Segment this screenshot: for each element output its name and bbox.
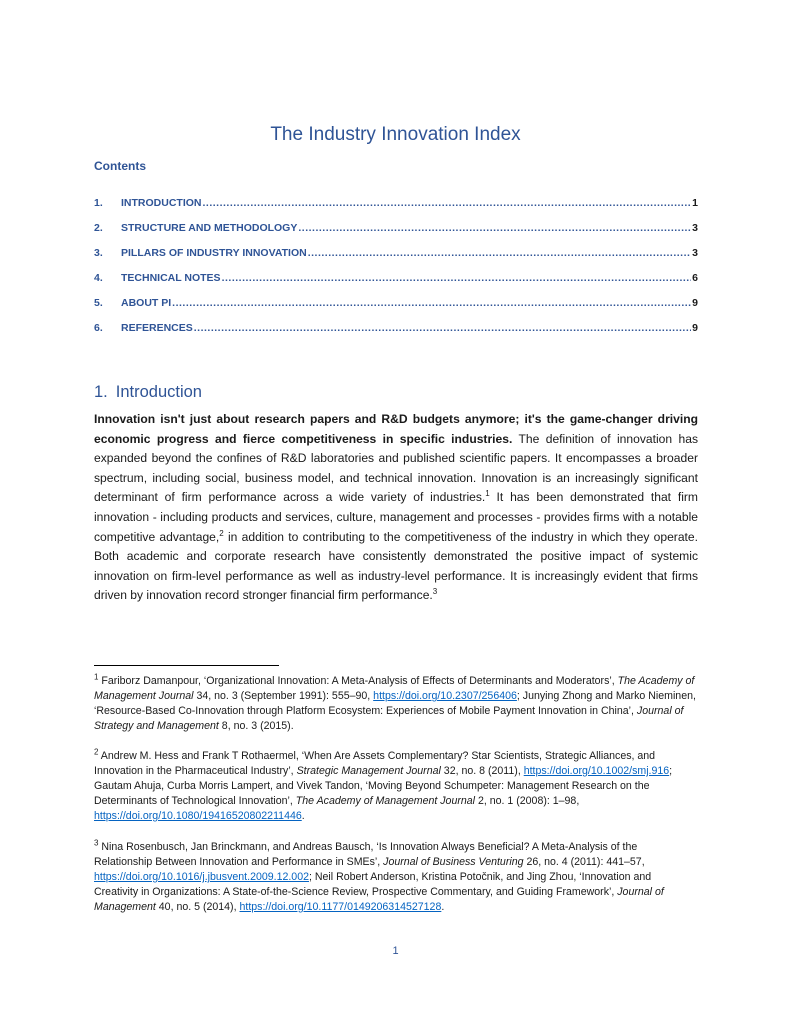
toc-entry-title[interactable]: REFERENCES [121, 322, 193, 334]
toc-entry-number: 2. [94, 222, 103, 234]
intro-paragraph [94, 410, 698, 606]
table-of-contents [94, 184, 698, 334]
footnote-text: 34, no. 3 (September 1991): 555–90, [193, 690, 374, 702]
journal-title: Journal of Management [94, 886, 664, 913]
journal-title: The Academy of Management Journal [94, 675, 695, 702]
body-text: It has been demonstrated that firm innovation - including products and services, culture, management and processes - provides firms with a notable competitive advantage, [94, 490, 698, 544]
lead-sentence: Innovation isn't just about research papers and R&D budgets anymore; it's the game-changer driving economic progress and fierce competitiveness in specific industries. [94, 412, 698, 446]
footnote-text: 26, no. 4 (2011): 441–57, [523, 856, 645, 868]
toc-leader [172, 297, 691, 309]
journal-title: Journal of Strategy and Management [94, 705, 684, 732]
toc-entry-title[interactable]: TECHNICAL NOTES [121, 272, 221, 284]
doi-link[interactable]: https://doi.org/10.1002/smj.916 [523, 765, 670, 777]
footnote-text: 2, no. 1 (2008): 1–98, [475, 795, 580, 807]
body-text: The definition of innovation has expanded beyond the confines of R&D laboratories and published scientific papers. It encompasses a broader spectrum, including social, business model, and technical innovation. Innovation is an increasingly significant determinant of firm performance across a wide variety of industries. [94, 431, 698, 505]
section-title: Introduction [115, 383, 202, 401]
toc-entry-title[interactable]: STRUCTURE AND METHODOLOGY [121, 222, 298, 234]
toc-entry-page: 6 [692, 272, 698, 284]
footnote-2 [94, 749, 698, 824]
footnote-ref[interactable]: 2 [219, 528, 224, 538]
footnote-text: . [301, 810, 305, 822]
doi-link[interactable]: https://doi.org/10.1177/0149206314527128 [239, 901, 442, 913]
toc-leader [222, 272, 692, 284]
toc-entry-page: 1 [692, 197, 698, 209]
toc-entry-structure[interactable] [94, 209, 698, 234]
footnote-text: 8, no. 3 (2015). [218, 720, 294, 732]
toc-leader [308, 247, 691, 259]
journal-title: Strategic Management Journal [296, 765, 441, 777]
toc-entry-number: 6. [94, 322, 103, 334]
footnote-text: Andrew M. Hess and Frank T Rothaermel, ‘When Are Assets Complementary? Star Scientists, Strategic Alliances, and Innovation in the Pharmaceutical Industry’, [94, 750, 656, 777]
journal-title: Journal of Business Venturing [383, 856, 524, 868]
footnote-3 [94, 840, 698, 915]
toc-entry-pillars[interactable] [94, 234, 698, 259]
toc-entry-about[interactable] [94, 284, 698, 309]
toc-entry-introduction[interactable] [94, 184, 698, 209]
footnote-text: 32, no. 8 (2011), [440, 765, 524, 777]
toc-entry-page: 9 [692, 322, 698, 334]
toc-entry-page: 9 [692, 297, 698, 309]
footnote-1 [94, 674, 698, 734]
toc-entry-title[interactable]: ABOUT PI [121, 297, 172, 309]
footnote-ref[interactable]: 1 [485, 489, 490, 499]
toc-heading: Contents [94, 159, 146, 173]
footnote-mark: 1 [94, 672, 99, 682]
footnote-text: 40, no. 5 (2014), [155, 901, 240, 913]
toc-leader [194, 322, 691, 334]
toc-entry-number: 5. [94, 297, 103, 309]
toc-entry-number: 1. [94, 197, 103, 209]
page-number: 1 [392, 945, 399, 957]
footnote-mark: 3 [94, 838, 99, 848]
toc-entry-references[interactable] [94, 309, 698, 334]
toc-entry-number: 4. [94, 272, 103, 284]
footnote-text: ; Neil Robert Anderson, Kristina Potočnik, and Jing Zhou, ‘Innovation and Creativity in Organizations: A State-of-the-Science Review, Prospective Commentary, and Guiding Framework’, [94, 871, 652, 898]
toc-entry-page: 3 [692, 222, 698, 234]
footnote-text: Fariborz Damanpour, ‘Organizational Innovation: A Meta-Analysis of Effects of Determinants and Moderators’, [98, 675, 618, 687]
journal-title: The Academy of Management Journal [295, 795, 476, 807]
footnote-separator [94, 665, 279, 666]
toc-entry-title[interactable]: PILLARS OF INDUSTRY INNOVATION [121, 247, 307, 259]
footnote-mark: 2 [94, 747, 99, 757]
section-heading [94, 383, 202, 402]
footnote-ref[interactable]: 3 [432, 587, 438, 597]
doi-link[interactable]: https://doi.org/10.1016/j.jbusvent.2009.12.002 [94, 871, 309, 883]
body-text: in addition to contributing to the competitiveness of the industry in which they operate. Both academic and corporate research have consistently demonstrated the positive impact of systemic innovation on firm-level performance as well as industry-level performance. It is increasingly evident that firms driven by innovation record stronger financial firm performance. [94, 529, 698, 603]
toc-leader [298, 222, 691, 234]
section-number: 1. [94, 383, 108, 401]
doi-link[interactable]: https://doi.org/10.2307/256406 [373, 690, 517, 702]
doi-link[interactable]: https://doi.org/10.1080/19416520802211446 [94, 810, 302, 822]
footnote-text: ; Gautam Ahuja, Curba Morris Lampert, and Vivek Tandon, ‘Moving Beyond Schumpeter: Management Research on the Determinants of Technological Innovation’, [94, 765, 673, 807]
document-title: The Industry Innovation Index [270, 124, 521, 145]
footnote-text: . [441, 901, 445, 913]
toc-entry-title[interactable]: INTRODUCTION [121, 197, 202, 209]
footnote-text: ; Junying Zhong and Marko Nieminen, ‘Resource-Based Co-Innovation through Platform Ecosystem: Experiences of Mobile Payment Innovation in China’, [94, 690, 696, 717]
toc-leader [203, 197, 692, 209]
toc-entry-technical-notes[interactable] [94, 259, 698, 284]
toc-entry-page: 3 [692, 247, 698, 259]
footnote-text: Nina Rosenbusch, Jan Brinckmann, and Andreas Bausch, ‘Is Innovation Always Beneficial? A Meta-Analysis of the Relationship Between Innovation and Performance in SMEs’, [94, 841, 638, 868]
toc-entry-number: 3. [94, 247, 103, 259]
